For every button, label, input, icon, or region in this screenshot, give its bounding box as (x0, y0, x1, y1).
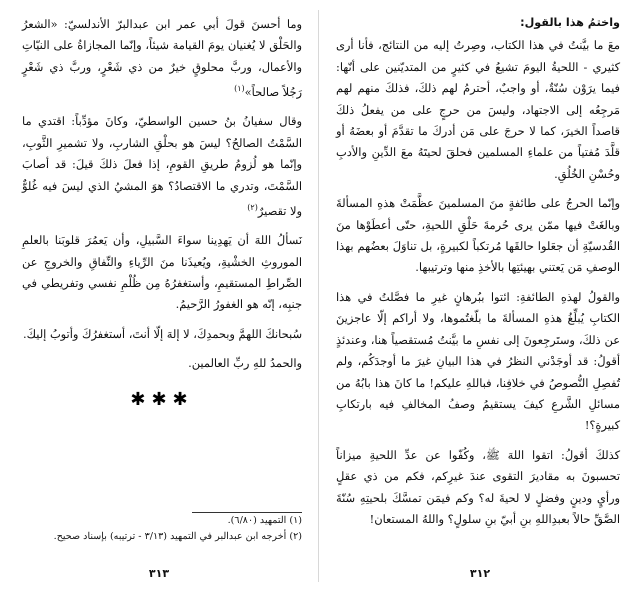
page-number-right: ٣١٢ (469, 566, 491, 580)
book-gutter (318, 10, 319, 582)
page-number-left: ٣١٣ (148, 566, 170, 580)
footnote-1: (١) التمهيد (٦/٨٠). (227, 515, 302, 526)
right-page-body (336, 12, 620, 538)
section-end-stars: ✱✱✱ (130, 388, 194, 410)
left-paragraph-1: وما أحسنَ قولَ أبي عمر ابن عبدالبرّ الأندلسيّ: «الشعرُ والحَلْق لا يُغنيان يومَ القيامة شيئاً، وإنّما المجازاةُ على النيّاتِ والأعمال، وربَّ محلوقٍ خيرٌ من ذي شَعْرٍ، وربَّ ذي شَعْرٍ رَجُلاً صالحاً»$^{(١)}$ (22, 17, 302, 100)
right-page (322, 0, 638, 590)
left-paragraph-4: سُبحانكَ اللهمَّ وبحمدِكَ، لا إلهَ إلّا أنتَ، أستغفرُكَ وأتوبُ إليكَ. (23, 326, 302, 341)
footnote-ref-1: (١) (234, 84, 245, 94)
footnotes (22, 512, 302, 545)
left-paragraph-2: وقال سفيانُ بنُ حسين الواسطيّ، وكانَ مؤدِّباً: اقتدي ما السَّمْتُ الصالحُ؟ ليسَ هو بحلْقِ الشاربِ، ولا تشميرِ الثَّوبِ، وإنّما هو لُزومُ طريقِ القومِ، إذا فعلَ ذلكَ قيلَ: قد أصابَ السَّمْتَ، وتدري ما الاقتصادُ؟ هوَ المشيُ الذي ليسَ فيه غُلوٌّ ولا تقصيرٌ$^{(٢)}$ (22, 114, 302, 218)
right-paragraph-4: كذلكَ أقولُ: اتقوا اللهَ ﷺ، وكُفّوا عن عدِّ اللحيةِ ميزاناً تحسبونَ به مقاديرَ التقوى عندَ غيرِكم، فكم من ذي عقلٍ ورأيٍ ودينٍ وفضلٍ لا لحيةَ له؟ وكم فيمَن تمسَّكَ بلحيتِهِ سُنّةَ الصَّقِّ حالاً بعبدِاللهِ بنِ أبيّ بنِ سلولٍ؟ واللهُ المستعان! (336, 447, 620, 526)
left-paragraph-3: نَسألُ اللهَ أن يَهدِينا سواءَ السَّبيلِ، وأن يَعمُرَ قلوبَنا بالعلمِ الموروثِ الخشْيةِ، ويُعيذَنا منَ الرِّياءِ والنِّفاقِ والخروجِ عن الصِّراطِ المستقيمِ، وأستغفرُهُ مِن ظُلْمِ نفسي وتفريطي في جنبِه، إنّه هو الغفورُ الرَّحيمُ. (22, 233, 302, 312)
section-heading: واختمُ هذا بالقول: (520, 16, 620, 29)
right-paragraph-1: معَ ما بيَّنتُ في هذا الكتاب، وصِرتُ إليه من النتائج، فأنا أرى كثيري - اللحيةُ اليومَ تشيعُ في كثيرٍ من المتديّنين على أنّها: فيما يرَوْن سُنّةٌ، أو واجبٌ، أحترمُ لهم ذلكَ، فذلكَ منهم لهم مَرجِعُه إلى الاجتهاد، وليسَ من حرجٍ على من يفعلُ ذلكَ قاصداً الخيرَ، كما لا حرجَ على مَن أدركَ ما تقدَّمَ أو بعضَهُ أو قلَّدَ مُفتياً من علماءِ المسلمين فحلقَ لحيتَهُ معَ الدِّينِ والأدبِ وحُسْنِ الخُلُقِ. (336, 38, 620, 181)
left-page (0, 0, 318, 590)
right-paragraph-2: وإنّما الحرجُ على طائفةٍ منَ المسلمينَ عظَّمَتْ هذهِ المسألةَ وبالغَتْ فيها ممّن يرى حُرمةَ حَلْقِ اللحيةِ، حتّى أعطَوْها منَ القُدسيّةِ أن جعَلوا حالقَها مُرتكباً لكبيرةٍ، بل تناوَلَ بعضُهم بهذا الوصفِ مَن يَعتني بهيئتِها بالأخذِ منها وترتيبها. (336, 196, 620, 275)
footnote-ref-2: (٢) (247, 203, 258, 213)
right-paragraph-3: والقولُ لهذهِ الطائفةِ: ائتوا ببُرهانٍ غيرِ ما فصَّلتُ في هذا الكتابِ يُبلِّغُ هذهِ المسألةَ ما بلّغتُموها، ولا أراكم إلّا عاجزينَ عن ذلكَ، وستَرجِعونَ إلى نفسِ ما بيَّنتُ مُستقصياً هنا، وعندئذٍ أقولُ: قد أوجَدْني النظرُ في هذا البيانِ غيرَ ما أوجدَكُم، ولم تُفصِلِ النُّصوصُ في خلافِنا، فباللهِ عليكم! ما كانَ هذا بابُهُ من مسائلِ الشَّرعِ كيفَ يستقيمُ وصفُ المخالفِ فيه بارتكابِ كبيرةٍ؟! (336, 289, 620, 433)
left-page-body (22, 14, 302, 410)
footnote-2: (٢) أخرجه ابن عبدالبر في التمهيد (٣/١٣ - ترتيبه) بإسناد صحيح. (53, 531, 302, 542)
left-paragraph-5: والحمدُ للهِ ربِّ العالمين. (188, 356, 302, 371)
